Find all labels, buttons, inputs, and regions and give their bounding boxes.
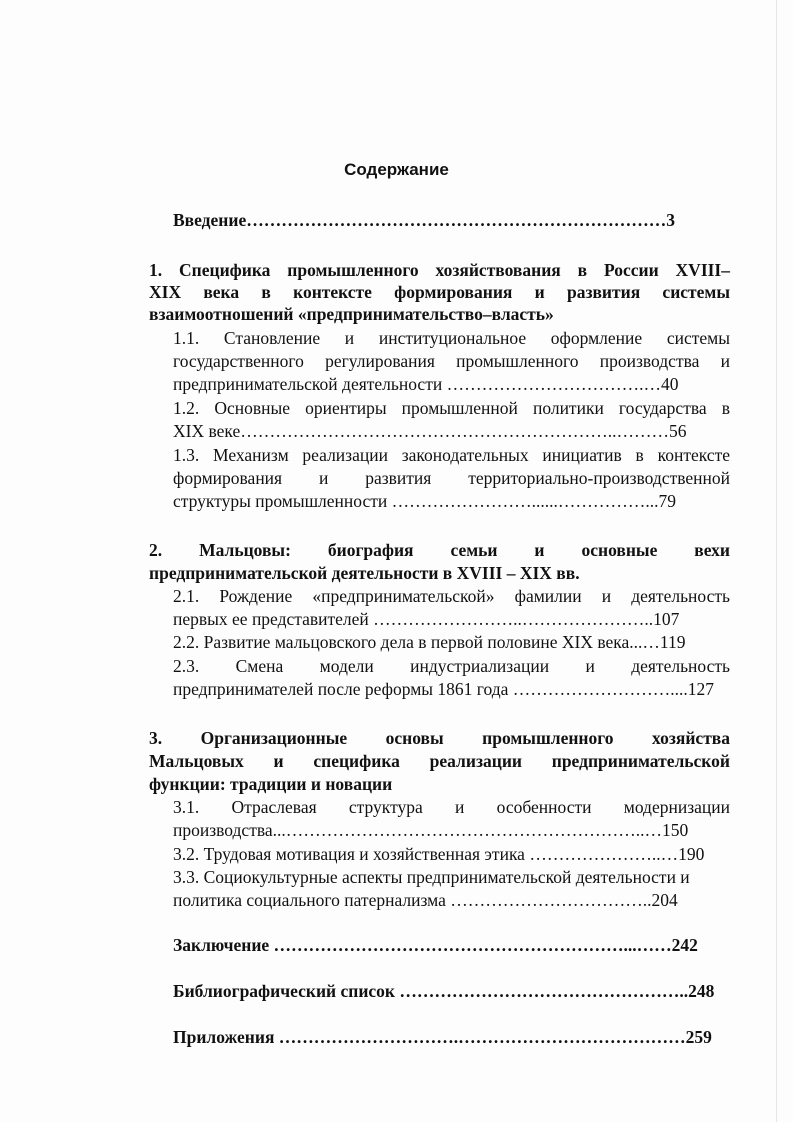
toc-bibliography: Библиографический список …………………………………………..248 [173, 981, 715, 1001]
toc-section-3-1-line-2: производства...……………………………………………………..…150 [173, 820, 689, 840]
toc-section-2-1-line-1: 2.1. Рождение «предпринимательской» фамилии и деятельность [173, 586, 730, 606]
toc-chapter-1-line-1: 1. Специфика промышленного хозяйствования в России XVIII– [149, 260, 730, 280]
toc-section-1-3-line-3: структуры промышленности ……………………......……………...79 [173, 491, 677, 511]
toc-section-2-1-line-2: первых ее представителей ……………………..…………………..107 [173, 609, 680, 629]
toc-section-2-2: 2.2. Развитие мальцовского дела в первой половине XIX века...…119 [173, 632, 686, 652]
page-title: Содержание [344, 160, 449, 179]
toc-section-2-3-line-1: 2.3. Смена модели индустриализации и деятельность [173, 656, 730, 676]
toc-section-3-3-line-1: 3.3. Социокультурные аспекты предпринимательской деятельности и [173, 867, 690, 887]
toc-section-1-2-line-2: XIX веке………………………………………………………..………56 [173, 421, 687, 441]
toc-chapter-3-line-3: функции: традиции и новации [149, 774, 393, 794]
toc-appendix: Приложения ………………………….…………………………………259 [173, 1027, 712, 1047]
toc-section-1-1-line-2: государственного регулирования промышленного производства и [173, 351, 730, 371]
toc-section-3-2: 3.2. Трудовая мотивация и хозяйственная этика …………………..…190 [173, 844, 705, 864]
toc-section-1-1-line-3: предпринимательской деятельности …………………………….…40 [173, 374, 679, 394]
toc-section-1-2-line-1: 1.2. Основные ориентиры промышленной политики государства в [173, 398, 730, 418]
toc-chapter-2-line-1: 2. Мальцовы: биография семьи и основные вехи [149, 540, 730, 560]
toc-chapter-3-line-1: 3. Организационные основы промышленного хозяйства [149, 728, 730, 748]
toc-section-1-3-line-2: формирования и развития территориально-производственной [173, 468, 730, 488]
toc-section-1-1-line-1: 1.1. Становление и институциональное оформление системы [173, 328, 730, 348]
toc-chapter-1-line-2: XIX века в контексте формирования и развития системы [149, 282, 730, 302]
toc-section-2-3-line-2: предпринимателей после реформы 1861 года ………………………....127 [173, 679, 715, 699]
toc-chapter-2-line-2: предпринимательской деятельности в XVIII – XIX вв. [149, 563, 580, 583]
toc-section-1-3-line-1: 1.3. Механизм реализации законодательных инициатив в контексте [173, 445, 730, 465]
toc-section-3-3-line-2: политика социального патернализма ……………………………..204 [173, 890, 678, 910]
toc-chapter-1-line-3: взаимоотношений «предпринимательство–власть» [149, 304, 554, 324]
toc-chapter-3-line-2: Мальцовых и специфика реализации предпринимательской [149, 751, 730, 771]
toc-intro: Введение………………………………………………………………3 [173, 210, 675, 230]
toc-conclusion: Заключение ……………………………………………………...……242 [173, 935, 698, 955]
toc-section-3-1-line-1: 3.1. Отраслевая структура и особенности модернизации [173, 797, 730, 817]
